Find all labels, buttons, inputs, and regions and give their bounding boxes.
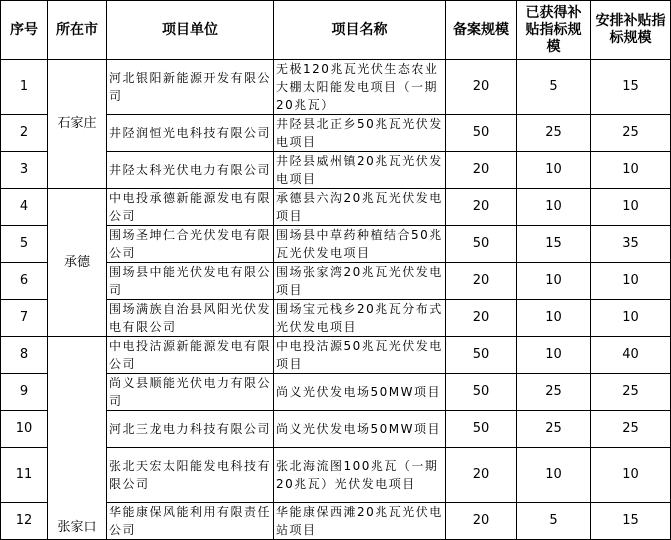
header-subsidy-scale: 已获得补贴指标规模 [517,1,591,60]
city-cell-zhangjiakou: 张家口 [48,337,107,540]
row-unit: 中电投沽源新能源发电有限公司 [107,337,274,374]
row-subsidy-scale: 25 [517,374,591,411]
header-unit: 项目单位 [107,1,274,60]
row-seq: 12 [1,503,48,540]
row-project-name: 井陉县威州镇20兆瓦光伏发电项目 [274,152,446,189]
row-subsidy-scale: 25 [517,115,591,152]
city-cell-shijiazhuang: 石家庄 [48,60,107,189]
row-project-name: 尚义光伏发电场50MW项目 [274,411,446,448]
row-seq: 6 [1,263,48,300]
row-seq: 4 [1,189,48,226]
row-seq: 11 [1,448,48,503]
row-unit: 河北银阳新能源开发有限公司 [107,60,274,115]
row-arrange-scale: 10 [591,300,671,337]
row-unit: 围场满族自治县风阳光伏发电有限公司 [107,300,274,337]
row-arrange-scale: 25 [591,374,671,411]
row-unit: 围场县中能光伏发电有限公司 [107,263,274,300]
row-filed-scale: 50 [446,411,517,448]
row-project-name: 尚义光伏发电场50MW项目 [274,374,446,411]
row-subsidy-scale: 10 [517,300,591,337]
row-filed-scale: 20 [446,60,517,115]
row-arrange-scale: 10 [591,152,671,189]
row-subsidy-scale: 15 [517,226,591,263]
row-seq: 8 [1,337,48,374]
row-arrange-scale: 40 [591,337,671,374]
row-unit: 尚义县顺能光伏电力有限公司 [107,374,274,411]
row-subsidy-scale: 5 [517,503,591,540]
header-filed-scale: 备案规模 [446,1,517,60]
row-project-name: 承德县六沟20兆瓦光伏发电项目 [274,189,446,226]
row-filed-scale: 50 [446,337,517,374]
row-filed-scale: 20 [446,300,517,337]
row-project-name: 中电投沽源50兆瓦光伏发电项目 [274,337,446,374]
header-arrange-scale: 安排补贴指标规模 [591,1,671,60]
row-project-name: 围场张家湾20兆瓦光伏发电项目 [274,263,446,300]
header-seq: 序号 [1,1,48,60]
row-filed-scale: 50 [446,115,517,152]
row-filed-scale: 50 [446,374,517,411]
row-seq: 5 [1,226,48,263]
row-unit: 中电投承德新能源发电有限公司 [107,189,274,226]
row-unit: 围场圣坤仁合光伏发电有限公司 [107,226,274,263]
row-arrange-scale: 25 [591,411,671,448]
row-project-name: 井陉县北正乡50兆瓦光伏发电项目 [274,115,446,152]
row-seq: 9 [1,374,48,411]
row-arrange-scale: 35 [591,226,671,263]
row-arrange-scale: 25 [591,115,671,152]
row-project-name: 张北海流图100兆瓦（一期20兆瓦）光伏发电项目 [274,448,446,503]
row-arrange-scale: 10 [591,189,671,226]
row-filed-scale: 20 [446,263,517,300]
row-filed-scale: 20 [446,503,517,540]
row-filed-scale: 20 [446,189,517,226]
table-row [1,189,671,226]
header-row [1,1,671,60]
row-project-name: 华能康保西滩20兆瓦光伏电站项目 [274,503,446,540]
row-seq: 3 [1,152,48,189]
row-unit: 井陉润恒光电科技有限公司 [107,115,274,152]
row-subsidy-scale: 10 [517,448,591,503]
row-seq: 1 [1,60,48,115]
row-subsidy-scale: 10 [517,152,591,189]
row-subsidy-scale: 10 [517,189,591,226]
row-project-name: 无极120兆瓦光伏生态农业大棚太阳能发电项目（一期20兆瓦） [274,60,446,115]
row-arrange-scale: 15 [591,503,671,540]
row-unit: 张北天宏太阳能发电科技有限公司 [107,448,274,503]
row-arrange-scale: 10 [591,263,671,300]
row-unit: 井陉太科光伏电力有限公司 [107,152,274,189]
row-arrange-scale: 15 [591,60,671,115]
city-cell-chengde: 承德 [48,189,107,337]
table-row [1,60,671,115]
row-seq: 2 [1,115,48,152]
row-subsidy-scale: 25 [517,411,591,448]
row-filed-scale: 50 [446,226,517,263]
header-project-name: 项目名称 [274,1,446,60]
row-unit: 河北三龙电力科技有限公司 [107,411,274,448]
row-filed-scale: 20 [446,152,517,189]
row-subsidy-scale: 10 [517,337,591,374]
row-subsidy-scale: 5 [517,60,591,115]
row-seq: 10 [1,411,48,448]
row-subsidy-scale: 10 [517,263,591,300]
row-project-name: 围场县中草药种植结合50兆瓦光伏发电项目 [274,226,446,263]
row-project-name: 围场宝元栈乡20兆瓦分布式光伏发电项目 [274,300,446,337]
row-filed-scale: 20 [446,448,517,503]
row-seq: 7 [1,300,48,337]
row-arrange-scale: 10 [591,448,671,503]
table-row [1,337,671,374]
header-city: 所在市 [48,1,107,60]
row-unit: 华能康保风能利用有限责任公司 [107,503,274,540]
